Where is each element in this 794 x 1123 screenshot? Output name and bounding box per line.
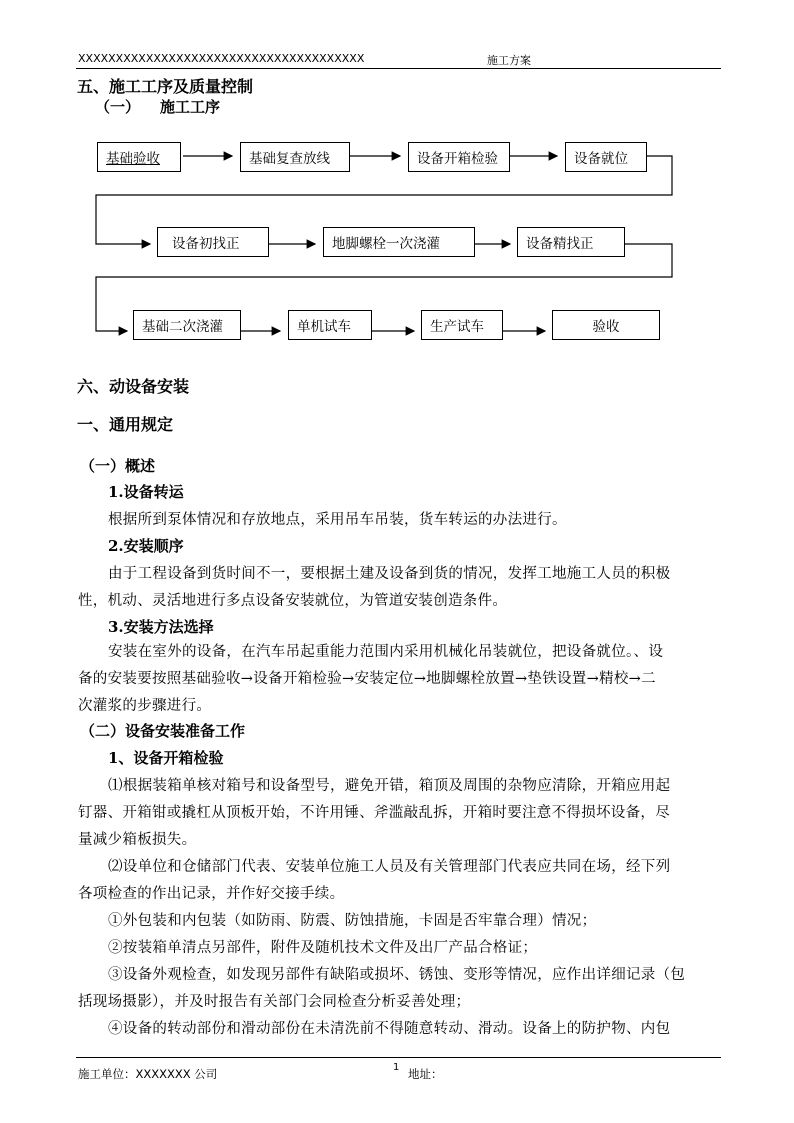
footer-address: 地址：: [408, 1067, 443, 1081]
flow-box-label: 设备精找正: [526, 236, 594, 252]
flow-box-foundation-acceptance: [97, 142, 181, 172]
page-number: 1: [393, 1062, 400, 1073]
flow-box-label: 基础二次浇灌: [142, 319, 223, 335]
flow-box-label: 验收: [592, 319, 620, 335]
install-method-line3: 次灌浆的步骤进行。: [78, 698, 212, 714]
section5-title: 五、施工工序及质量控制: [77, 77, 254, 96]
unpack-para1-line1: ⑴根据装箱单核对箱号和设备型号，避免开错，箱顶及周围的杂物应清除，开箱应用起: [108, 778, 671, 794]
install-order-line2: 性，机动、灵活地进行多点设备安装就位，为管道安装创造条件。: [78, 593, 508, 609]
flow-box-label: 基础复查放线: [249, 151, 330, 167]
flow-box-set-in-place: [565, 142, 647, 172]
check-item-3-line1: ③设备外观检查，如发现另部件有缺陷或损坏、锈蚀、变形等情况，应作出详细记录（包: [108, 967, 686, 983]
check-item-4: ④设备的转动部份和滑动部份在未清洗前不得随意转动、滑动。设备上的防护物、内包: [108, 1021, 671, 1037]
transport-text: 根据所到泵体情况和存放地点，采用吊车吊装，货车转运的办法进行。: [108, 512, 567, 528]
flow-box-second-grout: [133, 310, 241, 340]
flow-box-fine-align: [517, 227, 625, 257]
section6-title: 六、动设备安装: [77, 377, 190, 396]
flow-box-final-acceptance: [552, 310, 660, 340]
flow-box-recheck-layout: [240, 142, 350, 172]
flow-box-label: 基础验收: [106, 151, 160, 167]
general-rules-heading: 一、通用规定: [77, 415, 174, 434]
install-method-heading: 3.安装方法选择: [108, 618, 214, 636]
prep-heading: （二）设备安装准备工作: [80, 722, 246, 740]
flow-box-single-test-run: [288, 310, 372, 340]
section5-sub-title: 施工工序: [160, 98, 221, 116]
unpack-inspection-heading: 1、设备开箱检验: [108, 749, 224, 767]
install-method-line1: 安装在室外的设备，在汽车吊起重能力范围内采用机械化吊装就位，把设备就位。、设: [108, 644, 664, 660]
unpack-para2-line1: ⑵设单位和仓储部门代表、安装单位施工人员及有关管理部门代表应共同在场，经下列: [108, 859, 671, 875]
header-left: XXXXXXXXXXXXXXXXXXXXXXXXXXXXXXXXXXXXXX: [78, 52, 365, 65]
flow-box-anchor-first-grout: [323, 227, 475, 257]
transport-heading: 1.设备转运: [108, 483, 184, 501]
unpack-para1-line2: 钉器、开箱钳或撬杠从顶板开始，不许用锤、斧滥敲乱拆，开箱时要注意不得损坏设备，尽: [78, 805, 670, 821]
check-item-1: ①外包装和内包装（如防雨、防震、防蚀措施，卡固是否牢靠合理）情况；: [108, 913, 597, 929]
check-item-2: ②按装箱单清点另部件，附件及随机技术文件及出厂产品合格证；: [108, 940, 538, 956]
header-right: 施工方案: [487, 54, 531, 67]
flow-connectors: [0, 0, 794, 360]
footer-company: 施工单位：XXXXXXX 公司: [78, 1067, 218, 1081]
install-order-line1: 由于工程设备到货时间不一，要根据土建及设备到货的情况，发挥工地施工人员的积极: [108, 566, 671, 582]
flow-box-unpack-inspect: [408, 142, 510, 172]
unpack-para2-line2: 各项检查的作出记录，并作好交接手续。: [78, 886, 345, 902]
flow-box-label: 地脚螺栓一次浇灌: [332, 236, 440, 252]
section5-sub-num: （一）: [95, 98, 141, 116]
overview-heading: （一）概述: [80, 457, 156, 475]
check-item-3-line2: 括现场摄影），并及时报告有关部门会同检查分析妥善处理；: [78, 994, 471, 1010]
flow-box-label: 生产试车: [430, 319, 484, 335]
flow-box-label: 设备就位: [574, 151, 628, 167]
install-order-heading: 2.安装顺序: [108, 537, 184, 555]
flow-box-production-test-run: [421, 310, 503, 340]
footer-rule: [76, 1057, 721, 1058]
unpack-para1-line3: 量减少箱板损失。: [78, 832, 197, 848]
flow-box-label: 设备开箱检验: [417, 151, 498, 167]
install-method-line2: 备的安装要按照基础验收→设备开箱检验→安装定位→地脚螺栓放置→垫铁设置→精校→二: [78, 671, 656, 687]
flow-box-label: 设备初找正: [172, 236, 240, 252]
flow-box-label: 单机试车: [297, 319, 351, 335]
flow-box-initial-align: [157, 227, 269, 257]
